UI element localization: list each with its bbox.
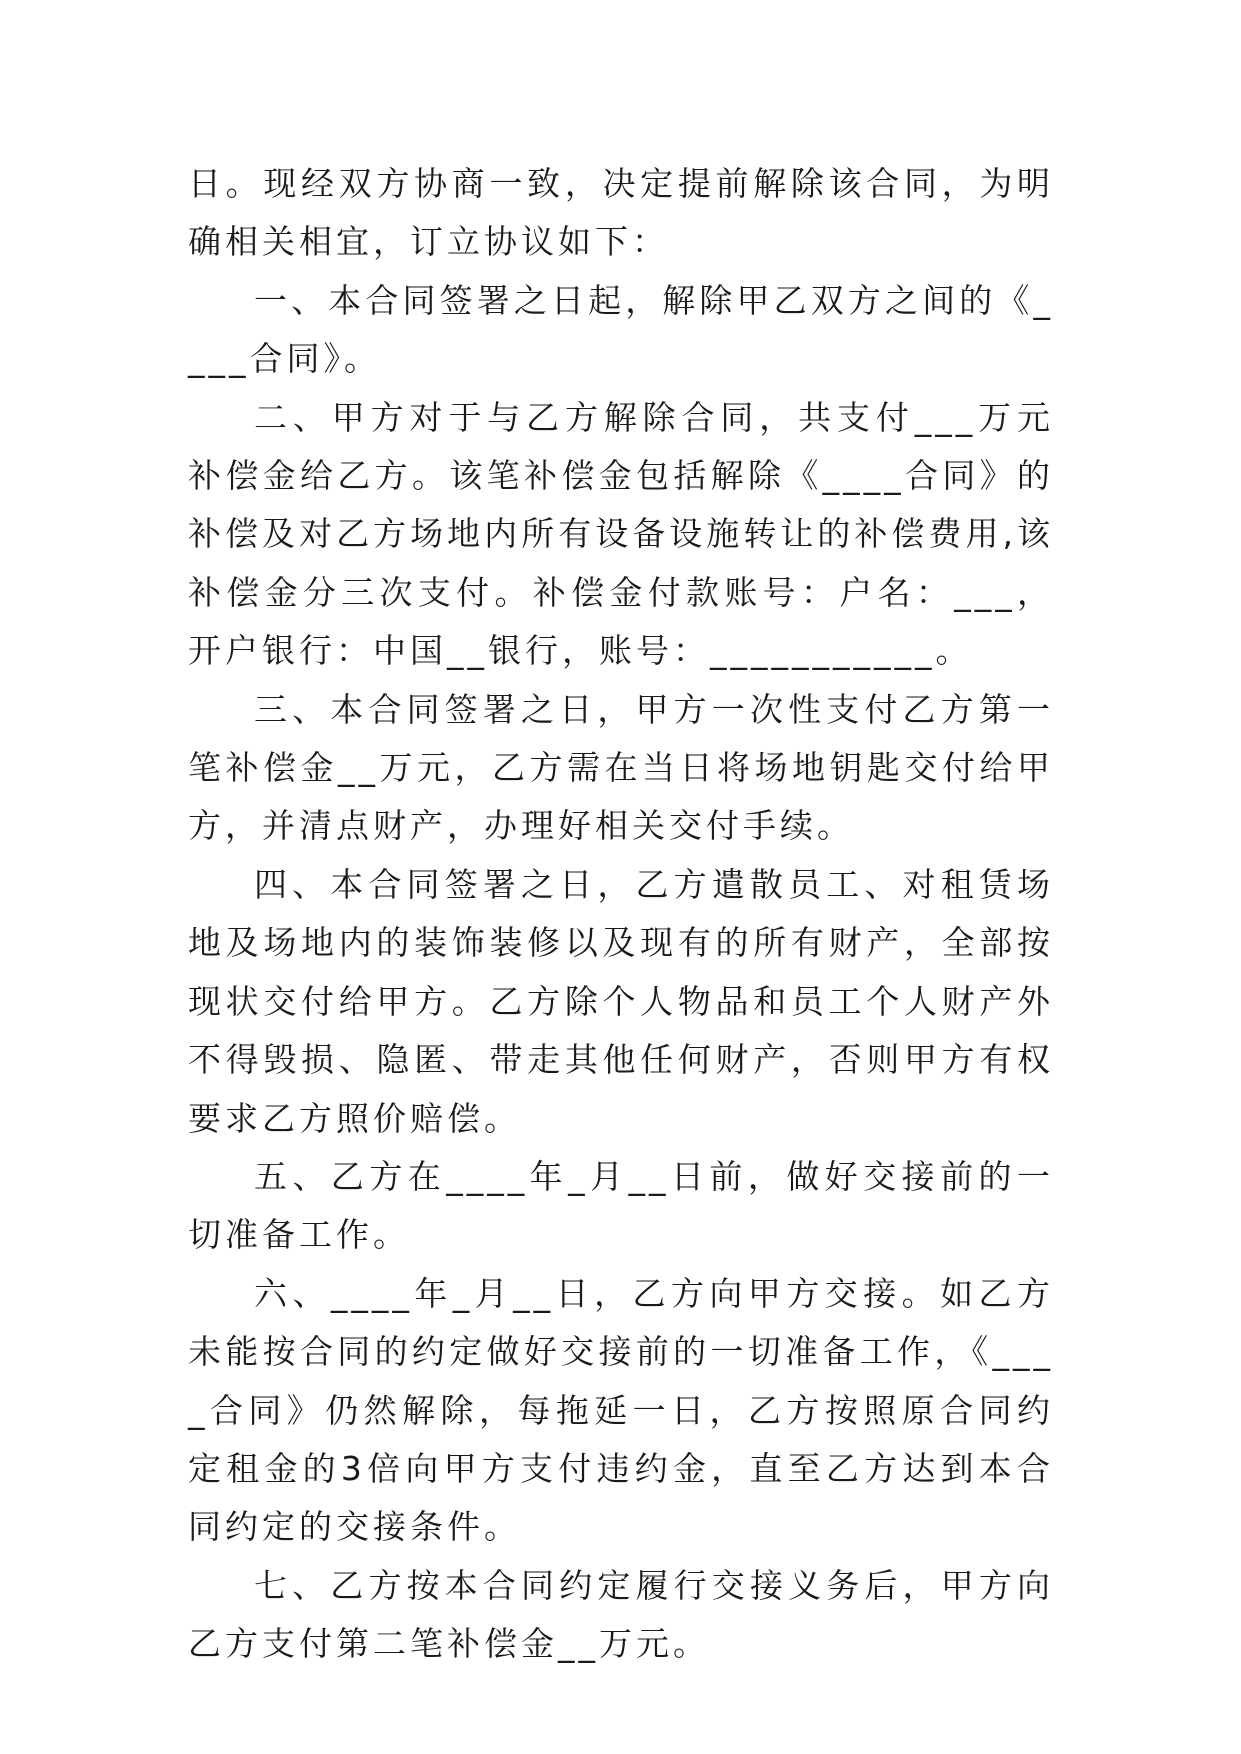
document-body [188,155,1054,1674]
clause-1: 一、本合同签署之日起，解除甲乙双方之间的《____合同》。 [188,280,1054,379]
clause-7: 七、乙方按本合同约定履行交接义务后，甲方向乙方支付第二笔补偿金__万元。 [188,1565,1054,1664]
clause-4: 四、本合同签署之日，乙方遣散员工、对租赁场地及场地内的装饰装修以及现有的所有财产，全部按现状交付给甲方。乙方除个人物品和员工个人财产外不得毁损、隐匿、带走其他任何财产，否则甲方有权要求乙方照价赔偿。 [188,864,1054,1138]
clause-3: 三、本合同签署之日，甲方一次性支付乙方第一笔补偿金__万元，乙方需在当日将场地钥匙交付给甲方，并清点财产，办理好相关交付手续。 [188,689,1054,846]
clause-6: 六、____年_月__日，乙方向甲方交接。如乙方未能按合同的约定做好交接前的一切准备工作，《____合同》仍然解除，每拖延一日，乙方按照原合同约定租金的3倍向甲方支付违约金，直至乙方达到本合同约定的交接条件。 [188,1273,1054,1547]
clause-5: 五、乙方在____年_月__日前，做好交接前的一切准备工作。 [188,1156,1054,1255]
paragraph-intro: 日。现经双方协商一致，决定提前解除该合同，为明确相关相宜，订立协议如下： [188,164,1054,262]
clause-2: 二、甲方对于与乙方解除合同，共支付___万元补偿金给乙方。该笔补偿金包括解除《____合同》的补偿及对乙方场地内所有设备设施转让的补偿费用,该补偿金分三次支付。补偿金付款账号：户名：___，开户银行：中国__银行，账号：___________。 [188,397,1054,671]
